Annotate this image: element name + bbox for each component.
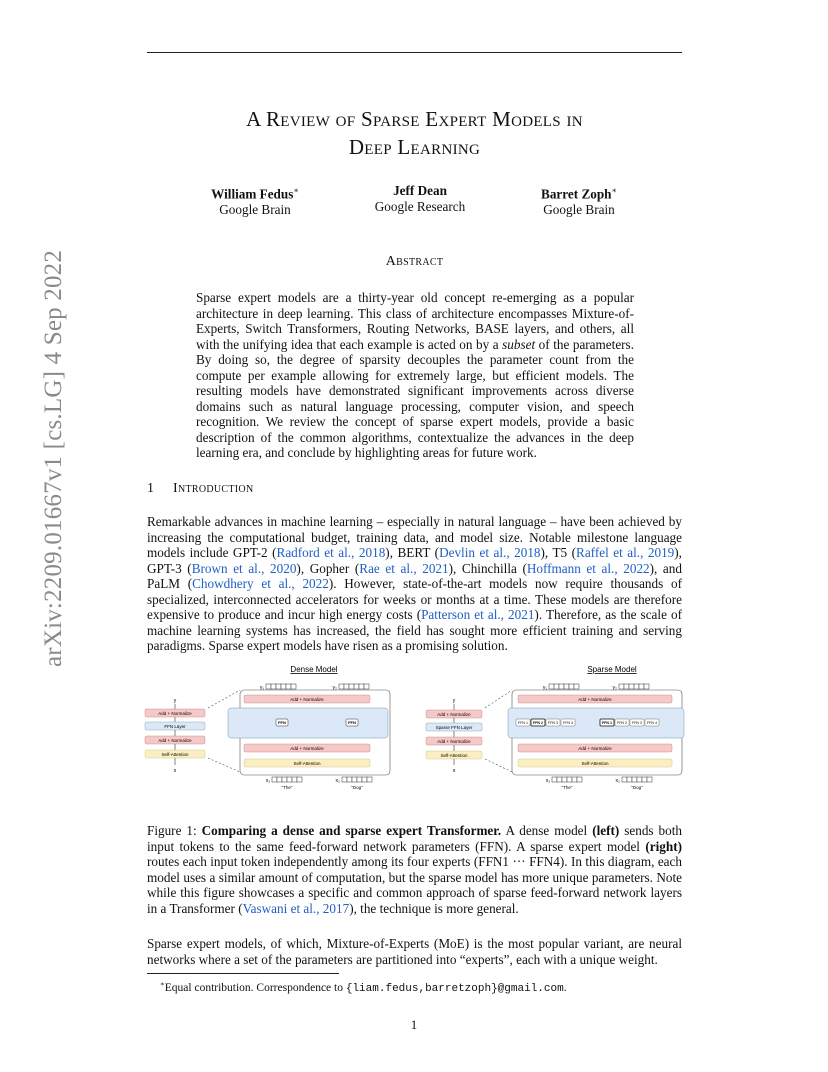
svg-text:Self-Attention: Self-Attention	[440, 753, 468, 758]
svg-text:"The": "The"	[281, 785, 293, 790]
token-vector-x1	[272, 777, 302, 782]
citation-link[interactable]: Vaswani et al., 2017	[242, 900, 350, 916]
citation-link[interactable]: Rae et al., 2021	[359, 560, 449, 576]
paper-title	[147, 105, 682, 161]
svg-text:FFN 3: FFN 3	[548, 721, 558, 725]
abstract-text: Sparse expert models are a thirty-year old concept re-emerging as a popular architecture in deep learning. This class of architecture encompasses Mixture-of-Experts, Switch Transformers, Routing Networks, BASE layers, and others, all with the unifying idea that each example is acted on by a subset of the parameters. By doing so, the degree of sparsity decouples the parameter count from the compute per example allowing for extremely large, but efficient models. The resulting models have demonstrated significant improvements across diverse domains such as natural language processing, computer vision, and speech recognition. We review the concept of sparse expert models, provide a basic description of the common algorithms, contextualize the advances in the deep learning era, and conclude by highlighting areas for future work.	[196, 290, 634, 460]
figure-1-diagram	[140, 660, 690, 795]
citation-link[interactable]: Brown et al., 2020	[191, 560, 297, 576]
svg-text:y₁: y₁	[259, 685, 264, 691]
figure-caption: Figure 1: Comparing a dense and sparse expert Transformer. A dense model (left) sends both input tokens to the same feed-forward network parameters (FFN). A sparse expert model (right) routes each input token independently among its four experts (FFN1 ··· FFN4). In this diagram, each model uses a similar amount of computation, but the sparse model has more unique parameters. Note while this figure showcases a specific and common approach of sparse feed-forward network layers in a Transformer (Vaswani et al., 2017), the technique is more general.	[147, 823, 682, 916]
page-number: 1	[410, 1017, 418, 1032]
svg-text:x₁: x₁	[545, 778, 550, 784]
title-line-2: Deep Learning	[348, 135, 481, 159]
citation-link[interactable]: Devlin et al., 2018	[439, 545, 541, 560]
citation-link[interactable]: Raffel et al., 2019	[576, 545, 675, 560]
svg-text:x₁: x₁	[265, 778, 270, 784]
svg-text:"The": "The"	[561, 785, 573, 790]
svg-text:y₂: y₂	[612, 685, 617, 691]
author-affiliation: Google Brain	[543, 202, 615, 218]
svg-text:FFN: FFN	[278, 720, 286, 725]
citation-link[interactable]: Radford et al., 2018	[276, 545, 386, 560]
svg-text:y: y	[452, 698, 456, 704]
svg-text:x₂: x₂	[615, 778, 620, 784]
author-name: Barret Zoph	[541, 186, 612, 202]
token-vector-x1	[552, 777, 582, 782]
author-name: Jeff Dean	[393, 183, 447, 198]
dense-model-title: Dense Model	[290, 665, 338, 674]
svg-text:FFN 4: FFN 4	[647, 721, 657, 725]
svg-text:y₁: y₁	[542, 685, 547, 691]
top-rule	[147, 52, 682, 53]
svg-text:x₂: x₂	[335, 778, 340, 784]
author-affiliation: Google Brain	[219, 202, 291, 218]
svg-text:Add + Normalize: Add + Normalize	[578, 697, 612, 702]
svg-text:y: y	[173, 698, 177, 704]
dense-small-stack	[145, 698, 205, 774]
svg-text:Sparse FFN Layer: Sparse FFN Layer	[435, 725, 473, 730]
email-address: {liam.fedus,barretzoph}@gmail.com	[345, 982, 564, 995]
svg-text:FFN Layer: FFN Layer	[164, 724, 186, 729]
svg-text:FFN 1: FFN 1	[518, 721, 528, 725]
svg-text:Add + Normalize: Add + Normalize	[158, 738, 192, 743]
author-name: William Fedus	[211, 186, 294, 202]
svg-text:x: x	[452, 768, 456, 774]
arxiv-watermark: arXiv:2209.01667v1 [cs.LG] 4 Sep 2022	[40, 249, 67, 667]
author-1: William Fedus∗ Google Brain	[205, 183, 305, 218]
body-paragraph: Sparse expert models, of which, Mixture-of-Experts (MoE) is the most popular variant, are neural networks where a set of the parameters are partitioned into “experts”, each with a unique weight.	[147, 936, 682, 967]
author-2	[360, 183, 480, 215]
svg-text:Add + Normalize: Add + Normalize	[158, 711, 192, 716]
token-vector-y1	[549, 684, 579, 689]
citation-link[interactable]: Chowdhery et al., 2022	[192, 576, 329, 591]
svg-text:y₂: y₂	[332, 685, 337, 691]
citation-link[interactable]: Patterson et al., 2021	[421, 607, 535, 622]
footnote-rule	[147, 973, 339, 974]
svg-text:Add + Normalize: Add + Normalize	[290, 697, 324, 702]
svg-text:FFN 1: FFN 1	[602, 721, 612, 725]
author-affiliation: Google Research	[374, 199, 466, 214]
citation-link[interactable]: Hoffmann et al., 2022	[526, 560, 650, 576]
svg-text:Self-Attention: Self-Attention	[293, 761, 321, 766]
svg-text:"Dog": "Dog"	[631, 785, 643, 790]
token-vector-x2	[622, 777, 652, 782]
intro-paragraph: Remarkable advances in machine learning – especially in natural language – have been achieved by increasing the computational budget, training data, and model size. Notable milestone language models include GPT-2 (Radford et al., 2018), BERT (Devlin et al., 2018), T5 (Raffel et al., 2019), GPT-3 (Brown et al., 2020), Gopher (Rae et al., 2021), Chinchilla (Hoffmann et al., 2022), and PaLM (Chowdhery et al., 2022). However, state-of-the-art models now require thousands of specialized, interconnected accelerators for weeks or months at a time. These models are therefore expensive to produce and incur high energy costs (Patterson et al., 2021). Therefore, as the scale of machine learning systems has increased, the field has sought more efficient training and serving paradigms. Sparse expert models have risen as a promising solution.	[147, 514, 682, 653]
svg-text:Self-Attention: Self-Attention	[161, 752, 189, 757]
svg-text:"Dog": "Dog"	[351, 785, 363, 790]
svg-text:Self-Attention: Self-Attention	[581, 761, 609, 766]
ffn-layer-region	[228, 708, 388, 738]
token-vector-y2	[619, 684, 649, 689]
sparse-small-stack	[426, 698, 482, 774]
token-vector-y2	[339, 684, 369, 689]
footnote: ∗Equal contribution. Correspondence to {liam.fedus,barretzoph}@gmail.com.	[160, 980, 567, 995]
title-line-1: A Review of Sparse Expert Models in	[246, 107, 583, 131]
token-vector-y1	[266, 684, 296, 689]
abstract-heading: Abstract	[385, 254, 444, 269]
dense-expanded-block	[228, 684, 390, 790]
sparse-expanded-block	[508, 684, 684, 790]
svg-text:Add + Normalize: Add + Normalize	[437, 712, 471, 717]
token-vector-x2	[342, 777, 372, 782]
svg-text:FFN 3: FFN 3	[632, 721, 642, 725]
svg-text:x: x	[173, 768, 177, 774]
svg-text:Add + Normalize: Add + Normalize	[290, 746, 324, 751]
svg-text:FFN 2: FFN 2	[533, 721, 543, 725]
section-heading: 1 Introduction	[147, 481, 254, 496]
sparse-model-title: Sparse Model	[587, 665, 637, 674]
author-3: Barret Zoph∗ Google Brain	[529, 183, 629, 218]
svg-text:FFN: FFN	[348, 720, 356, 725]
svg-text:Add + Normalize: Add + Normalize	[437, 739, 471, 744]
svg-text:Add + Normalize: Add + Normalize	[578, 746, 612, 751]
svg-text:FFN 4: FFN 4	[563, 721, 573, 725]
svg-text:FFN 2: FFN 2	[617, 721, 627, 725]
